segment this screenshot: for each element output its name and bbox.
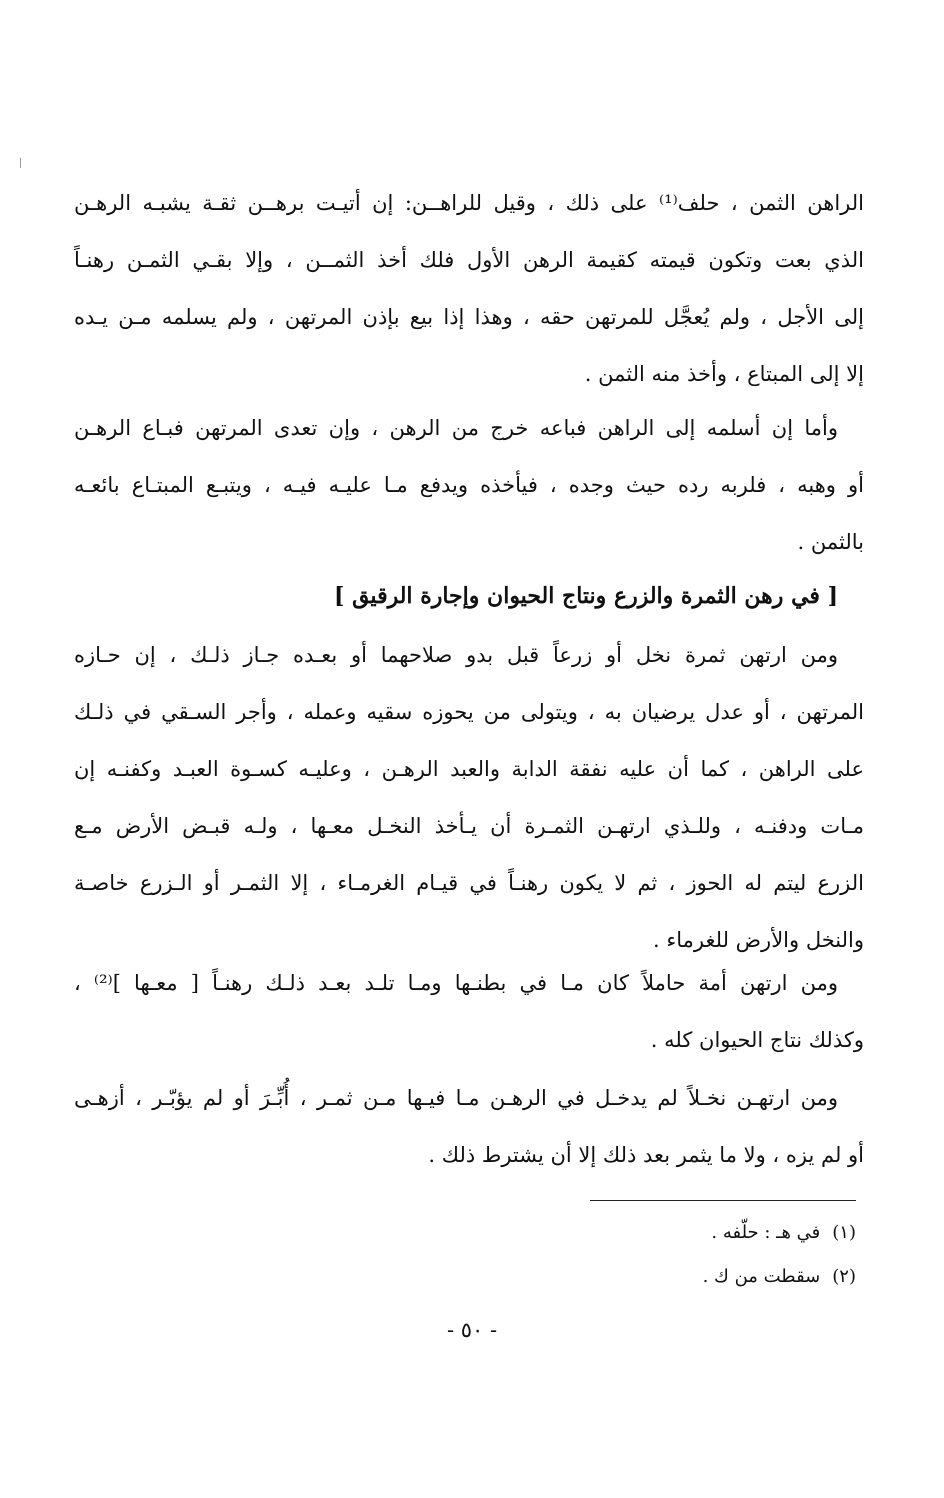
section-heading: [ في رهن الثمرة والزرع ونتاج الحيوان وإجارة الرقيق ]	[334, 583, 838, 609]
footnote-divider	[590, 1200, 856, 1201]
text-line: بالثمن .	[797, 530, 864, 554]
text-line: مـات ودفنـه ، وللـذي ارتهـن الثمـرة أن يـأخذ النخـل معـها ، ولـه قبـض الأرض مـع	[74, 814, 864, 838]
scan-mark	[20, 158, 21, 168]
paragraph-5	[74, 1070, 864, 1184]
text-line: الذي بعت وتكون قيمته كقيمة الرهن الأول فلك أخذ الثمــن ، وإلا بقـي الثمـن رهنـاً	[74, 248, 864, 272]
page-number: - ٥٠ -	[446, 1318, 498, 1342]
footnote-2	[703, 1266, 856, 1287]
text-line: المرتهن ، أو عدل يرضيان به ، ويتولى من يحوزه سقيه وعمله ، وأجر السـقي في ذلـك	[74, 700, 864, 724]
text-line: الراهن الثمن ، حلف⁽¹⁾ على ذلك ، وقيل للراهــن: إن أتيـت برهــن ثقـة يشبـه الرهـن	[74, 191, 864, 215]
footnote-text: في هـ : حلّفه .	[711, 1222, 821, 1243]
text-line: أو لم يزه ، ولا ما يثمر بعد ذلك إلا أن يشترط ذلك .	[428, 1143, 864, 1167]
text-line: ومن ارتهن ثمرة نخل أو زرعاً قبل بدو صلاحهما أو بعـده جـاز ذلـك ، إن حـازه	[74, 643, 838, 667]
text-line: إلى الأجل ، ولم يُعجَّل للمرتهن حقه ، وهذا إذا بيع بإذن المرتهن ، ولم يسلمه مـن يـده	[74, 305, 864, 329]
text-line: على الراهن ، كما أن عليه نفقة الدابة والعبد الرهـن ، وعليـه كسـوة العبـد وكفنـه إن	[74, 757, 864, 781]
text-line: ومن ارتهـن نخـلاً لم يدخـل في الرهـن مـا فيـها مـن ثمـر ، أُبِّـرَ أو لم يؤبّـر ، أزهـى	[74, 1086, 838, 1110]
footnote-1	[711, 1222, 856, 1243]
paragraph-2	[74, 400, 864, 571]
footnote-text: سقطت من ك .	[702, 1266, 821, 1287]
text-line: ومن ارتهن أمة حاملاً كان مـا في بطنـها ومـا تلـد بعـد ذلـك رهنـاً [ معـها ]⁽²⁾ ،	[74, 971, 838, 995]
text-line: أو وهبه ، فلربه رده حيث وجده ، فيأخذه ويدفع مـا عليـه فيـه ، ويتبـع المبتـاع بائعـه	[74, 473, 864, 497]
text-line: إلا إلى المبتاع ، وأخذ منه الثمن .	[584, 362, 864, 386]
text-line: الزرع ليتم له الحوز ، ثم لا يكون رهنـاً في قيـام الغرمـاء ، إلا الثمـر أو الـزرع خاصـة	[74, 871, 864, 895]
text-line: والنخل والأرض للغرماء .	[653, 928, 864, 952]
footnote-number: (٢)	[832, 1266, 856, 1287]
text-line: وأما إن أسلمه إلى الراهن فباعه خرج من الرهن ، وإن تعدى المرتهن فبـاع الرهـن	[74, 416, 838, 440]
footnote-number: (١)	[832, 1222, 856, 1243]
section-heading-block	[74, 568, 864, 625]
paragraph-3	[74, 627, 864, 969]
paragraph-1	[74, 175, 864, 403]
text-line: وكذلك نتاج الحيوان كله .	[650, 1028, 864, 1052]
paragraph-4	[74, 955, 864, 1069]
